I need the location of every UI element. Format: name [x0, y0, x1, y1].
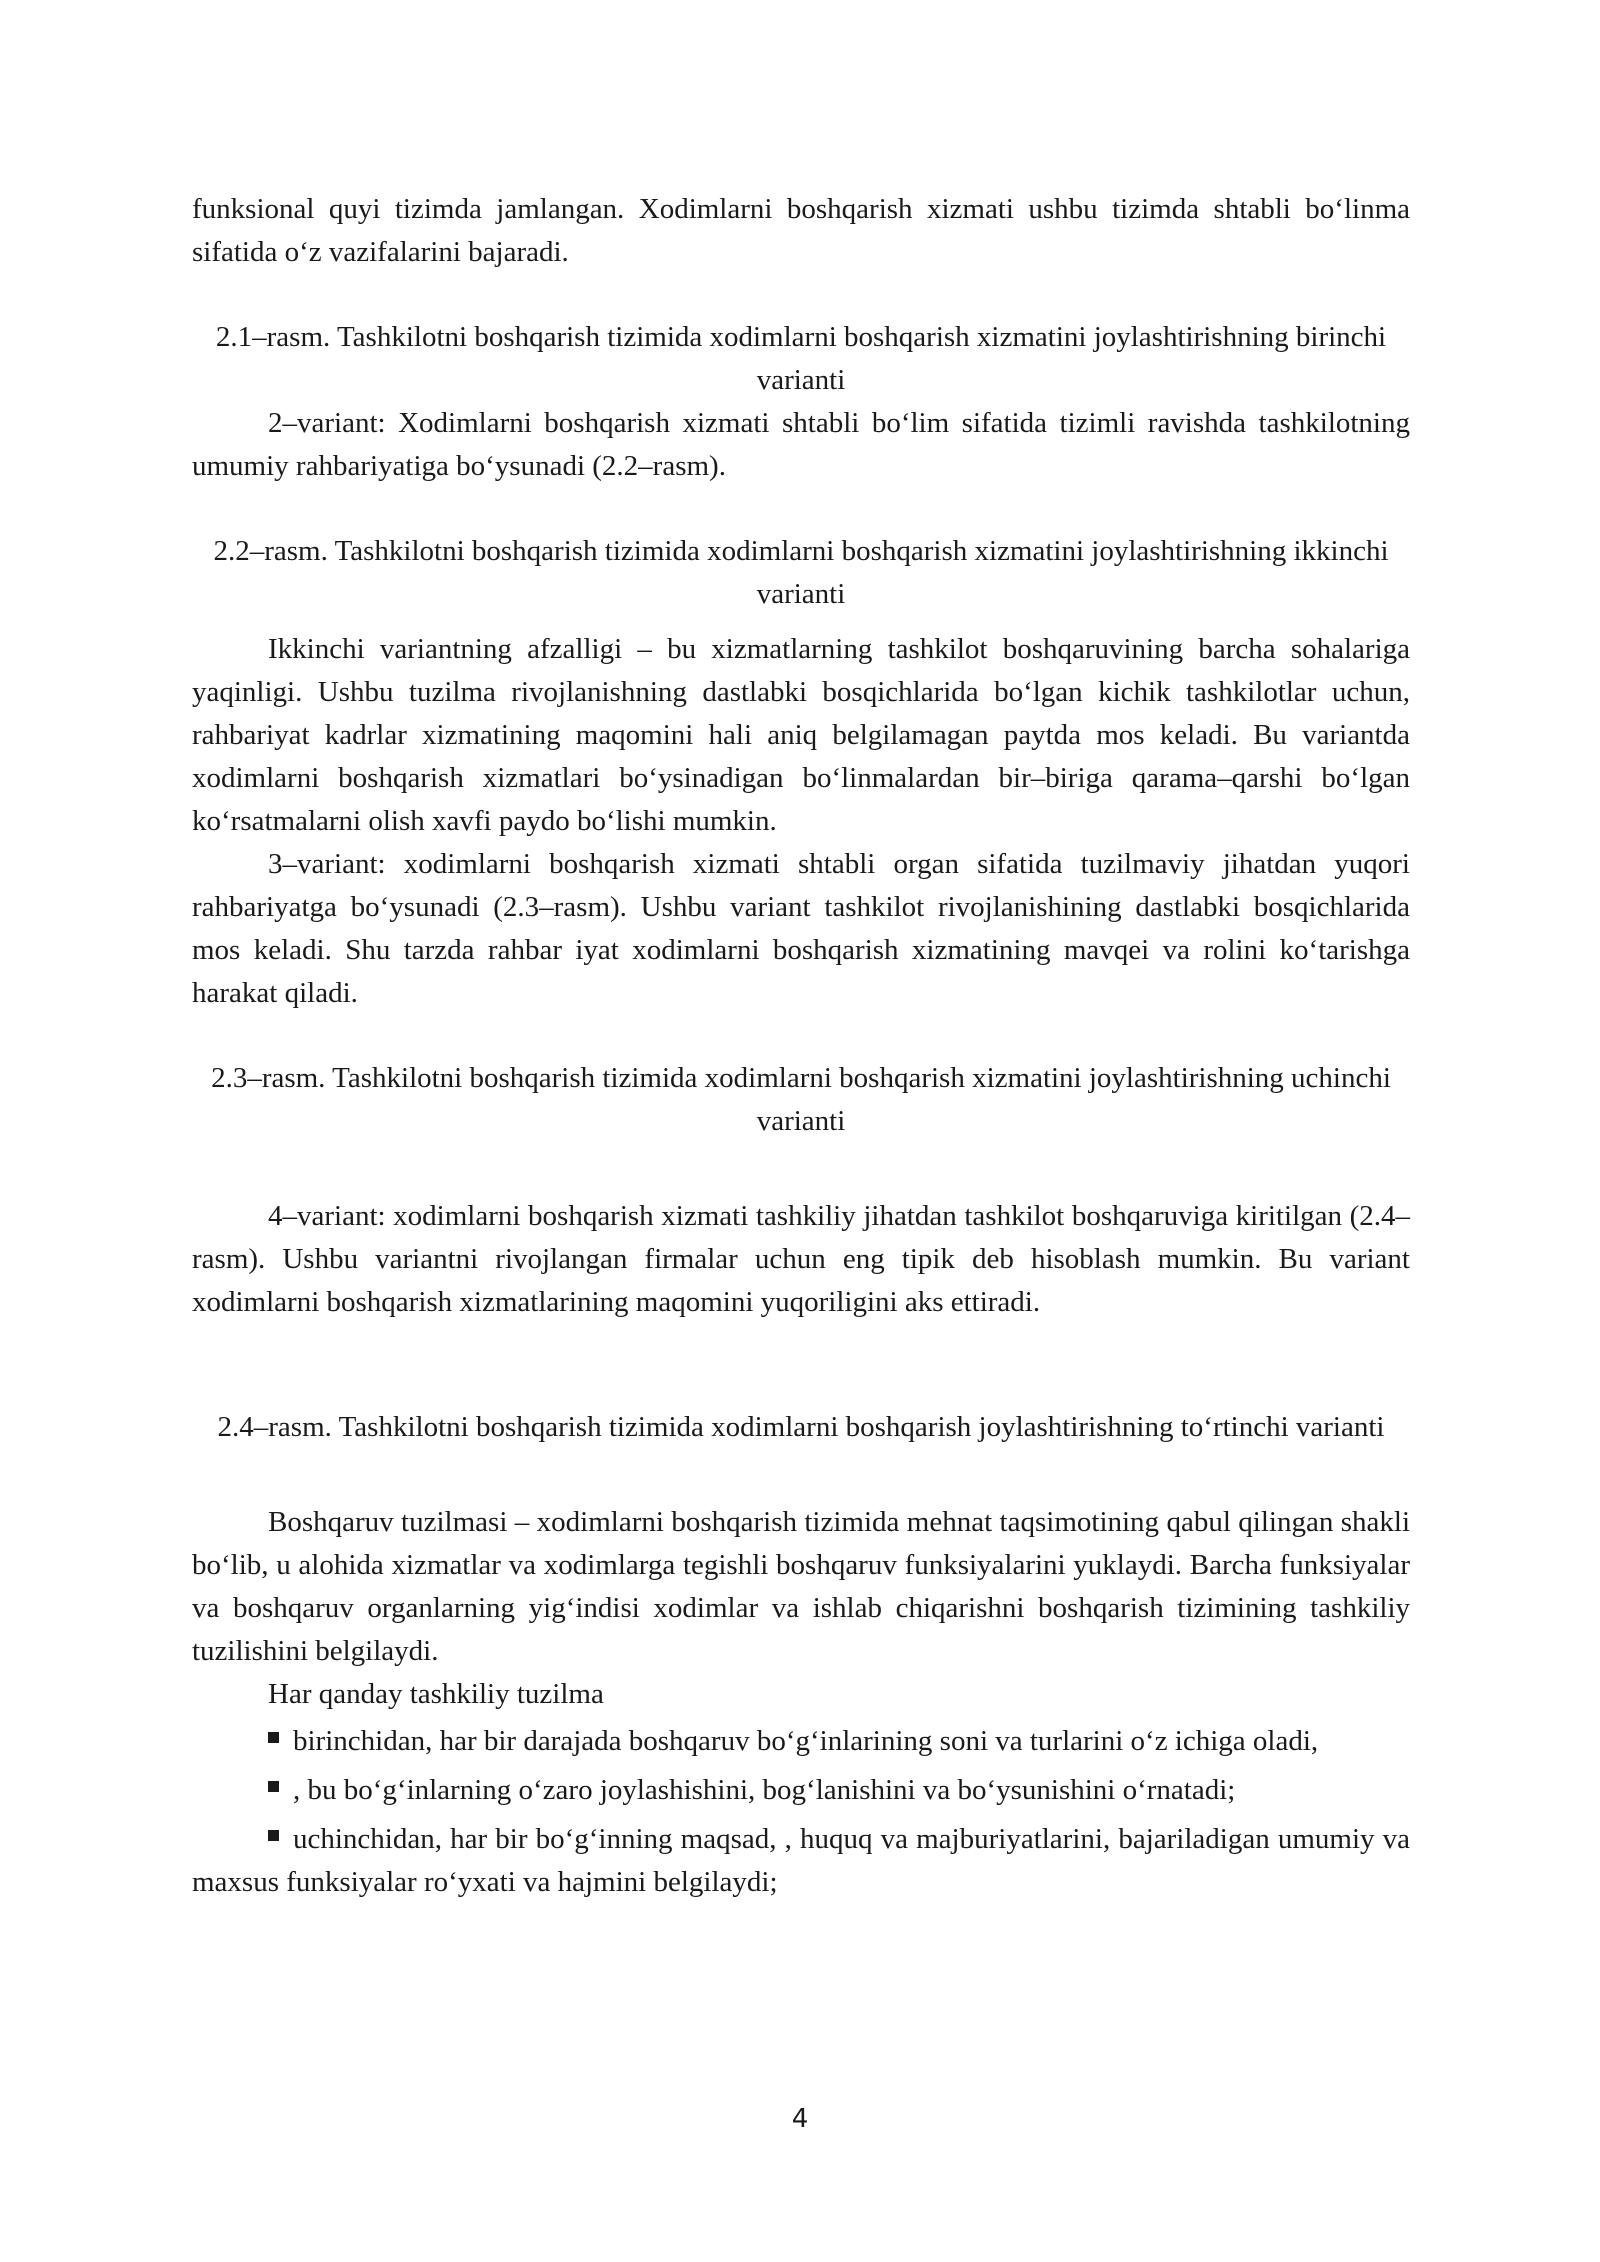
list-item-text: uchinchidan, har bir bo‘g‘inning maqsad, , huquq va majburiyatlarini, bajariladigan umumiy va maxsus funksiyalar ro‘yxati va hajmini belgilaydi; [192, 1823, 1410, 1898]
list-item [192, 1818, 1410, 1904]
paragraph-variant-2-advantage: Ikkinchi variantning afzalligi – bu xizmatlarning tashkilot boshqaruvining barcha sohalariga yaqinligi. Ushbu tuzilma rivojlanishning dastlabki bosqichlarida bo‘lgan kichik tashkilotlar uchun, rahbariyat kadrlar xizmatining maqomini hali aniq belgilamagan paytda mos keladi. Bu variantda xodimlarni boshqarish xizmatlari bo‘ysinadigan bo‘linmalardan bir–biriga qarama–qarshi bo‘lgan ko‘rsatmalarni olish xavfi paydo bo‘lishi mumkin. [192, 633, 1410, 837]
list-item [192, 1769, 1410, 1812]
list-item-text: birinchidan, har bir darajada boshqaruv bo‘g‘inlarining soni va turlarini o‘z ichiga oladi, [293, 1725, 1319, 1757]
paragraph-variant-4: 4–variant: xodimlarni boshqarish xizmati tashkiliy jihatdan tashkilot boshqaruviga kiritilgan (2.4–rasm). Ushbu variantni rivojlangan firmalar uchun eng tipik deb hisoblash mumkin. Bu variant xodimlarni boshqarish xizmatlarining maqomini yuqoriligini aks ettiradi. [192, 1200, 1410, 1318]
paragraph-variant-2: 2–variant: Xodimlarni boshqarish xizmati shtabli bo‘lim sifatida tizimli ravishda tashkilotning umumiy rahbariyatiga bo‘ysunadi (2.2–rasm). [192, 407, 1410, 482]
figure-caption-2-2: 2.2–rasm. Tashkilotni boshqarish tizimida xodimlarni boshqarish xizmatini joylashtirishning ikkinchi varianti [213, 535, 1389, 610]
square-bullet-icon [268, 1830, 279, 1841]
figure-caption-2-4: 2.4–rasm. Tashkilotni boshqarish tizimida xodimlarni boshqarish joylashtirishning to‘rtinchi varianti [217, 1411, 1385, 1443]
square-bullet-icon [268, 1781, 279, 1792]
paragraph-list-intro: Har qanday tashkiliy tuzilma [268, 1678, 604, 1710]
square-bullet-icon [268, 1732, 279, 1743]
figure-caption-2-1: 2.1–rasm. Tashkilotni boshqarish tizimida xodimlarni boshqarish xizmatini joylashtirishning birinchi varianti [215, 321, 1387, 396]
paragraph-variant-3: 3–variant: xodimlarni boshqarish xizmati shtabli organ sifatida tuzilmaviy jihatdan yuqori rahbariyatga bo‘ysunadi (2.3–rasm). Ushbu variant tashkilot rivojlanishining dastlabki bosqichlarida mos keladi. Shu tarzda rahbar iyat xodimlarni boshqarish xizmatining mavqei va rolini ko‘tarishga harakat qiladi. [192, 848, 1410, 1009]
list-item-text: , bu bo‘g‘inlarning o‘zaro joylashishini, bog‘lanishini va bo‘ysunishini o‘rnatadi; [293, 1774, 1236, 1806]
document-page [192, 188, 1410, 1904]
list-item [192, 1720, 1410, 1763]
paragraph-continuation: funksional quyi tizimda jamlangan. Xodimlarni boshqarish xizmati ushbu tizimda shtabli bo‘linma sifatida o‘z vazifalarini bajaradi. [192, 193, 1410, 268]
figure-caption-2-3: 2.3–rasm. Tashkilotni boshqarish tizimida xodimlarni boshqarish xizmatini joylashtirishning uchinchi varianti [211, 1062, 1391, 1137]
paragraph-management-structure: Boshqaruv tuzilmasi – xodimlarni boshqarish tizimida mehnat taqsimotining qabul qilingan shakli bo‘lib, u alohida xizmatlar va xodimlarga tegishli boshqaruv funksiyalarini yuklaydi. Barcha funksiyalar va boshqaruv organlarning yig‘indisi xodimlar va ishlab chiqarishni boshqarish tizimining tashkiliy tuzilishini belgilaydi. [192, 1506, 1410, 1667]
page-number: 4 [791, 2104, 809, 2134]
